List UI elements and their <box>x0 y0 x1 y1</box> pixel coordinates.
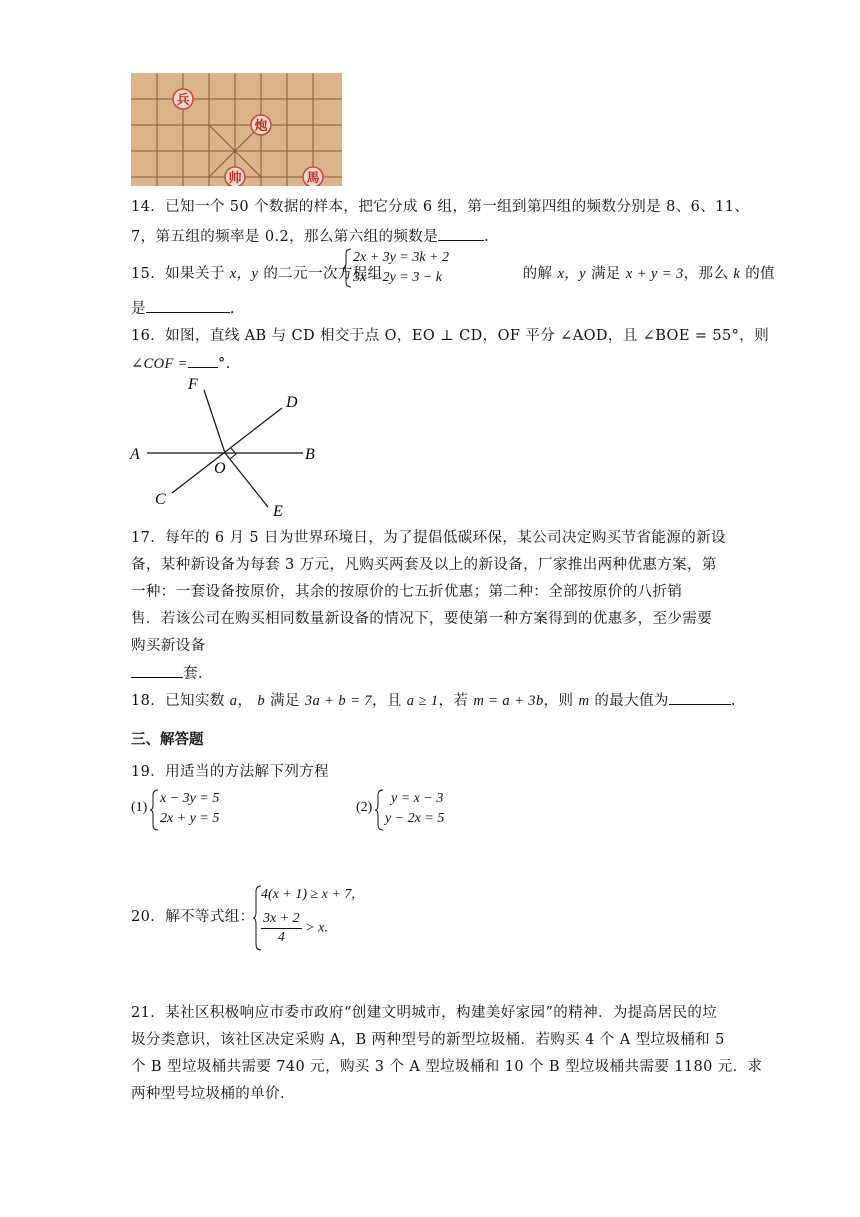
piece-bing <box>173 89 193 109</box>
q15-equation-system <box>343 248 483 288</box>
q15-cond: x + y = 3 <box>625 266 684 282</box>
q16-line2 <box>131 353 241 374</box>
q21-line3: 个 B 型垃圾桶共需要 740 元，购买 3 个 A 型垃圾桶和 10 个 B 型垃圾桶共需要 1180 元．求 <box>131 1059 763 1075</box>
ray-oe <box>225 453 268 507</box>
q15-k: k <box>733 266 741 282</box>
q18-ineq: a ≥ 1 <box>406 693 439 709</box>
q14-text: 7，第五组的频率是 0.2，那么第六组的频数是 <box>131 229 439 245</box>
section-heading: 三、解答题 <box>131 732 204 748</box>
q18-line <box>131 690 736 711</box>
q19-p1-eq2: 2x + y = 5 <box>160 811 220 826</box>
piece-ma <box>303 167 323 186</box>
q15-tail2: 的值 <box>745 266 776 282</box>
brace-icon <box>375 789 385 831</box>
piece-ma-label: 馬 <box>306 171 320 186</box>
q21-line1: 21．某社区积极响应市委市政府“创建文明城市，构建美好家园”的精神．为提高居民的垃 <box>131 1005 718 1021</box>
piece-pao-label: 炮 <box>254 119 268 134</box>
q21-line2: 圾分类意识，该社区决定采购 A，B 两种型号的新型垃圾桶．若购买 4 个 A 型垃圾桶和 5 <box>131 1032 725 1048</box>
q15-period: . <box>229 301 235 317</box>
q15-mid: 的二元一次方程组 <box>263 266 383 282</box>
q18-m-def: m = a + 3b <box>473 693 544 709</box>
ray-of <box>204 390 225 453</box>
q18-tail: 的最大值为 <box>594 693 669 709</box>
piece-shuai-label: 帅 <box>228 171 242 186</box>
q18-period: . <box>730 693 736 709</box>
q19-p2-eq1: y = x − 3 <box>391 791 444 806</box>
q17-line3: 一种：一套设备按原价，其余的按原价的七五折优惠；第二种：全部按原价的八折销 <box>131 584 683 600</box>
q19-p1-eq1: x − 3y = 5 <box>160 791 220 806</box>
piece-pao <box>251 115 271 135</box>
q16-line2-prefix: ∠COF = <box>131 356 188 372</box>
q17-line6 <box>131 663 203 684</box>
q15-line2 <box>131 298 235 319</box>
q18-b: b <box>257 693 266 709</box>
label-f: F <box>188 376 198 393</box>
q20-frac-den: 4 <box>277 930 285 945</box>
label-e: E <box>273 503 283 520</box>
label-d: D <box>286 394 298 411</box>
q18-if: ，若 <box>438 693 469 709</box>
q16-degree: °． <box>217 356 241 372</box>
piece-shuai <box>225 167 245 186</box>
label-c: C <box>155 491 166 508</box>
label-a: A <box>130 446 140 463</box>
q16-line1: 16．如图，直线 AB 与 CD 相交于点 O，EO ⊥ CD，OF 平分 ∠AOD，且 ∠BOE = 55°，则 <box>131 328 770 344</box>
q17-line4: 售．若该公司在购买相同数量新设备的情况下，要使第一种方案得到的优惠多，至少需要 <box>131 611 713 627</box>
brace-icon <box>150 789 160 831</box>
q15-prefix: 15．如果关于 <box>131 266 225 282</box>
q20-ineq1: 4(x + 1) ≥ x + 7, <box>261 887 355 902</box>
q20-ineq2 <box>261 910 328 947</box>
q17-unit: 套. <box>183 666 203 682</box>
q15-line2-prefix: 是 <box>131 301 146 317</box>
geometry-diagram <box>125 372 330 522</box>
q19-p1-label: (1) <box>131 800 148 815</box>
q19-p2-label: (2) <box>356 800 373 815</box>
q21-line4: 两种型号垃圾桶的单价. <box>131 1086 286 1102</box>
q15-vars2: x，y <box>557 266 587 282</box>
q14-period: . <box>484 229 490 245</box>
q20-ineq2-tail: > x. <box>305 920 328 936</box>
q18-answer-blank <box>669 690 731 705</box>
q14-answer-blank <box>438 226 484 241</box>
brace-icon <box>343 248 353 288</box>
q15-cond-text: 满足 <box>591 266 621 282</box>
q15-eq2: 3x + 2y = 3 − k <box>353 270 442 285</box>
q15-answer-blank <box>146 298 230 313</box>
q15-vars: x，y <box>229 266 259 282</box>
q16-answer-blank <box>188 353 218 368</box>
q14-line2 <box>131 226 489 247</box>
q19-p2-eq2: y − 2x = 5 <box>385 811 445 826</box>
q20-frac-num: 3x + 2 <box>261 910 302 929</box>
q18-a: a <box>229 693 238 709</box>
q17-line2: 备，某种新设备为每套 3 万元，凡购买两套及以上的新设备，厂家推出两种优惠方案，第 <box>131 557 717 573</box>
chess-board-figure <box>131 73 342 186</box>
q17-line5: 购买新设备 <box>131 638 206 654</box>
q20-fraction <box>261 910 302 947</box>
q19-title: 19．用适当的方法解下列方程 <box>131 764 330 780</box>
q14-line1: 14．已知一个 50 个数据的样本，把它分成 6 组，第一组到第四组的频数分别是 8、6、11、 <box>131 199 750 215</box>
piece-bing-label: 兵 <box>176 93 190 108</box>
q20-inequality-system <box>253 885 373 951</box>
q17-line1: 17．每年的 6 月 5 日为世界环境日，为了提倡低碳环保，某公司决定购买节省能源的新设 <box>131 530 726 546</box>
q15-eq1: 2x + 3y = 3k + 2 <box>353 250 449 265</box>
label-o: O <box>214 460 226 477</box>
q19-part1 <box>131 789 281 831</box>
q19-part2 <box>356 789 506 831</box>
q18-then: ，则 <box>543 693 574 709</box>
q18-prefix: 18．已知实数 <box>131 693 225 709</box>
line-cd <box>172 408 282 493</box>
q18-cond-text: 满足 <box>270 693 300 709</box>
q18-m: m <box>578 693 590 709</box>
q15-after-system: 的解 <box>522 266 553 282</box>
q18-cond: 3a + b = 7 <box>304 693 372 709</box>
q15-tail: ，那么 <box>683 266 729 282</box>
q17-answer-blank <box>131 663 183 678</box>
label-b: B <box>305 446 315 463</box>
q18-sep: ， <box>237 693 253 709</box>
q20-prefix: 20．解不等式组： <box>131 909 255 925</box>
q18-and: ，且 <box>371 693 402 709</box>
